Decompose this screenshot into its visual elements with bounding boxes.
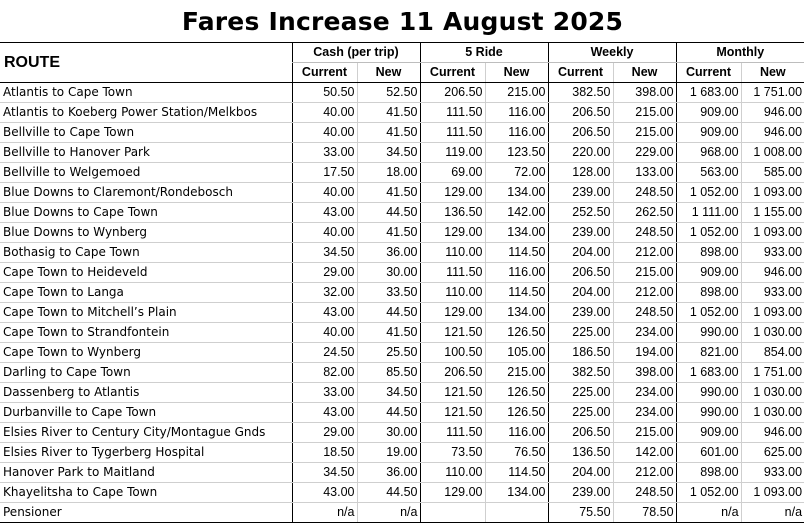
- five-ride-new-cell: 215.00: [485, 83, 548, 103]
- sub-header-current: Current: [292, 63, 357, 83]
- weekly-current-cell: 206.50: [548, 423, 613, 443]
- monthly-new-cell: 1 030.00: [741, 403, 804, 423]
- cash-current-cell: 29.00: [292, 423, 357, 443]
- weekly-new-cell: 229.00: [613, 143, 676, 163]
- five-ride-current-cell: 136.50: [420, 203, 485, 223]
- cash-current-cell: 82.00: [292, 363, 357, 383]
- weekly-current-cell: 252.50: [548, 203, 613, 223]
- cash-current-cell: 33.00: [292, 383, 357, 403]
- route-cell: Khayelitsha to Cape Town: [0, 483, 292, 503]
- five-ride-current-cell: 110.00: [420, 283, 485, 303]
- cash-new-cell: 85.50: [357, 363, 420, 383]
- five-ride-new-cell: 116.00: [485, 263, 548, 283]
- route-cell: Bothasig to Cape Town: [0, 243, 292, 263]
- cash-new-cell: 36.00: [357, 243, 420, 263]
- five-ride-new-cell: 72.00: [485, 163, 548, 183]
- sheet-title: Fares Increase 11 August 2025: [181, 7, 624, 36]
- cash-current-cell: 43.00: [292, 483, 357, 503]
- five-ride-current-cell: 100.50: [420, 343, 485, 363]
- route-cell: Hanover Park to Maitland: [0, 463, 292, 483]
- monthly-new-cell: 1 751.00: [741, 363, 804, 383]
- cash-new-cell: 44.50: [357, 483, 420, 503]
- route-cell: Dassenberg to Atlantis: [0, 383, 292, 403]
- sub-header-current: Current: [676, 63, 741, 83]
- weekly-new-cell: 248.50: [613, 183, 676, 203]
- weekly-current-cell: 239.00: [548, 183, 613, 203]
- route-cell: Pensioner: [0, 503, 292, 523]
- sub-header-new: New: [613, 63, 676, 83]
- sub-header-new: New: [741, 63, 804, 83]
- monthly-new-cell: 585.00: [741, 163, 804, 183]
- monthly-current-cell: n/a: [676, 503, 741, 523]
- five-ride-new-cell: 126.50: [485, 403, 548, 423]
- cash-new-cell: 18.00: [357, 163, 420, 183]
- sub-header-current: Current: [548, 63, 613, 83]
- weekly-current-cell: 75.50: [548, 503, 613, 523]
- monthly-new-cell: 1 155.00: [741, 203, 804, 223]
- monthly-new-cell: 933.00: [741, 243, 804, 263]
- route-cell: Blue Downs to Wynberg: [0, 223, 292, 243]
- table-row: [0, 343, 804, 363]
- monthly-current-cell: 898.00: [676, 283, 741, 303]
- route-cell: Atlantis to Koeberg Power Station/Melkbos: [0, 103, 292, 123]
- monthly-current-cell: 821.00: [676, 343, 741, 363]
- table-row: [0, 363, 804, 383]
- weekly-new-cell: 248.50: [613, 303, 676, 323]
- group-header-5-ride: 5 Ride: [420, 43, 548, 63]
- table-row: [0, 323, 804, 343]
- route-cell: Elsies River to Century City/Montague Gnds: [0, 423, 292, 443]
- monthly-new-cell: 1 030.00: [741, 323, 804, 343]
- cash-current-cell: 34.50: [292, 243, 357, 263]
- five-ride-new-cell: 126.50: [485, 383, 548, 403]
- weekly-new-cell: 133.00: [613, 163, 676, 183]
- five-ride-new-cell: 116.00: [485, 423, 548, 443]
- monthly-current-cell: 1 052.00: [676, 223, 741, 243]
- monthly-current-cell: 909.00: [676, 123, 741, 143]
- route-cell: Cape Town to Wynberg: [0, 343, 292, 363]
- five-ride-new-cell: 116.00: [485, 103, 548, 123]
- table-row: [0, 443, 804, 463]
- cash-new-cell: 41.50: [357, 123, 420, 143]
- monthly-new-cell: 1 751.00: [741, 83, 804, 103]
- monthly-current-cell: 898.00: [676, 463, 741, 483]
- monthly-new-cell: 1 093.00: [741, 483, 804, 503]
- cash-current-cell: 43.00: [292, 203, 357, 223]
- five-ride-current-cell: 69.00: [420, 163, 485, 183]
- monthly-new-cell: n/a: [741, 503, 804, 523]
- table-row: [0, 423, 804, 443]
- cash-new-cell: 30.00: [357, 423, 420, 443]
- monthly-current-cell: 1 052.00: [676, 303, 741, 323]
- table-row: [0, 83, 804, 103]
- monthly-current-cell: 1 683.00: [676, 83, 741, 103]
- weekly-new-cell: 212.00: [613, 283, 676, 303]
- weekly-current-cell: 225.00: [548, 323, 613, 343]
- five-ride-new-cell: 215.00: [485, 363, 548, 383]
- cash-current-cell: 43.00: [292, 303, 357, 323]
- table-row: [0, 203, 804, 223]
- route-cell: Cape Town to Heideveld: [0, 263, 292, 283]
- weekly-current-cell: 204.00: [548, 283, 613, 303]
- monthly-new-cell: 946.00: [741, 263, 804, 283]
- monthly-current-cell: 1 052.00: [676, 183, 741, 203]
- monthly-new-cell: 946.00: [741, 103, 804, 123]
- monthly-current-cell: 1 683.00: [676, 363, 741, 383]
- weekly-new-cell: 215.00: [613, 423, 676, 443]
- table-row: [0, 243, 804, 263]
- table-row: [0, 383, 804, 403]
- cash-new-cell: 30.00: [357, 263, 420, 283]
- cash-new-cell: 34.50: [357, 383, 420, 403]
- five-ride-current-cell: 121.50: [420, 383, 485, 403]
- monthly-new-cell: 1 030.00: [741, 383, 804, 403]
- route-cell: Bellville to Cape Town: [0, 123, 292, 143]
- cash-new-cell: 41.50: [357, 223, 420, 243]
- weekly-new-cell: 78.50: [613, 503, 676, 523]
- route-cell: Atlantis to Cape Town: [0, 83, 292, 103]
- monthly-new-cell: 1 093.00: [741, 303, 804, 323]
- cash-current-cell: 18.50: [292, 443, 357, 463]
- monthly-current-cell: 601.00: [676, 443, 741, 463]
- weekly-current-cell: 186.50: [548, 343, 613, 363]
- monthly-current-cell: 563.00: [676, 163, 741, 183]
- table-row: [0, 463, 804, 483]
- five-ride-new-cell: 105.00: [485, 343, 548, 363]
- table-row: [0, 483, 804, 503]
- cash-new-cell: 44.50: [357, 303, 420, 323]
- weekly-current-cell: 128.00: [548, 163, 613, 183]
- monthly-new-cell: 946.00: [741, 123, 804, 143]
- monthly-new-cell: 1 093.00: [741, 223, 804, 243]
- cash-new-cell: 33.50: [357, 283, 420, 303]
- weekly-new-cell: 194.00: [613, 343, 676, 363]
- five-ride-current-cell: 129.00: [420, 223, 485, 243]
- five-ride-current-cell: 119.00: [420, 143, 485, 163]
- monthly-current-cell: 990.00: [676, 323, 741, 343]
- five-ride-current-cell: 121.50: [420, 403, 485, 423]
- monthly-new-cell: 933.00: [741, 463, 804, 483]
- cash-new-cell: 41.50: [357, 323, 420, 343]
- cash-new-cell: 25.50: [357, 343, 420, 363]
- monthly-current-cell: 990.00: [676, 383, 741, 403]
- weekly-current-cell: 136.50: [548, 443, 613, 463]
- monthly-new-cell: 933.00: [741, 283, 804, 303]
- weekly-current-cell: 382.50: [548, 83, 613, 103]
- cash-new-cell: 41.50: [357, 103, 420, 123]
- cash-new-cell: 41.50: [357, 183, 420, 203]
- weekly-current-cell: 239.00: [548, 223, 613, 243]
- table-row: [0, 223, 804, 243]
- fares-table: [0, 42, 804, 523]
- monthly-current-cell: 898.00: [676, 243, 741, 263]
- weekly-new-cell: 262.50: [613, 203, 676, 223]
- five-ride-new-cell: 114.50: [485, 463, 548, 483]
- five-ride-new-cell: [485, 503, 548, 523]
- route-header: ROUTE: [0, 43, 292, 83]
- sub-header-new: New: [485, 63, 548, 83]
- table-row: [0, 303, 804, 323]
- monthly-new-cell: 946.00: [741, 423, 804, 443]
- weekly-new-cell: 212.00: [613, 243, 676, 263]
- five-ride-current-cell: 206.50: [420, 83, 485, 103]
- table-row: [0, 503, 804, 523]
- five-ride-current-cell: 111.50: [420, 423, 485, 443]
- weekly-new-cell: 398.00: [613, 363, 676, 383]
- cash-current-cell: 17.50: [292, 163, 357, 183]
- five-ride-current-cell: [420, 503, 485, 523]
- cash-new-cell: 44.50: [357, 403, 420, 423]
- five-ride-current-cell: 121.50: [420, 323, 485, 343]
- five-ride-current-cell: 110.00: [420, 243, 485, 263]
- cash-current-cell: 24.50: [292, 343, 357, 363]
- weekly-new-cell: 212.00: [613, 463, 676, 483]
- cash-current-cell: 40.00: [292, 183, 357, 203]
- cash-current-cell: 43.00: [292, 403, 357, 423]
- table-row: [0, 143, 804, 163]
- cash-current-cell: 33.00: [292, 143, 357, 163]
- cash-new-cell: 44.50: [357, 203, 420, 223]
- five-ride-new-cell: 134.00: [485, 483, 548, 503]
- weekly-current-cell: 206.50: [548, 263, 613, 283]
- table-row: [0, 183, 804, 203]
- five-ride-new-cell: 126.50: [485, 323, 548, 343]
- weekly-new-cell: 215.00: [613, 263, 676, 283]
- table-row: [0, 403, 804, 423]
- monthly-current-cell: 968.00: [676, 143, 741, 163]
- table-row: [0, 263, 804, 283]
- cash-new-cell: 36.00: [357, 463, 420, 483]
- weekly-current-cell: 204.00: [548, 463, 613, 483]
- cash-current-cell: 29.00: [292, 263, 357, 283]
- weekly-current-cell: 239.00: [548, 483, 613, 503]
- five-ride-current-cell: 111.50: [420, 103, 485, 123]
- group-header-weekly: Weekly: [548, 43, 676, 63]
- fares-body: [0, 83, 804, 523]
- table-row: [0, 283, 804, 303]
- five-ride-new-cell: 134.00: [485, 303, 548, 323]
- cash-new-cell: 52.50: [357, 83, 420, 103]
- cash-current-cell: 40.00: [292, 323, 357, 343]
- weekly-current-cell: 239.00: [548, 303, 613, 323]
- monthly-new-cell: 1 093.00: [741, 183, 804, 203]
- cash-current-cell: 40.00: [292, 103, 357, 123]
- weekly-new-cell: 248.50: [613, 223, 676, 243]
- monthly-current-cell: 1 052.00: [676, 483, 741, 503]
- weekly-current-cell: 220.00: [548, 143, 613, 163]
- five-ride-current-cell: 73.50: [420, 443, 485, 463]
- weekly-current-cell: 382.50: [548, 363, 613, 383]
- monthly-current-cell: 1 111.00: [676, 203, 741, 223]
- five-ride-new-cell: 134.00: [485, 183, 548, 203]
- monthly-current-cell: 909.00: [676, 263, 741, 283]
- five-ride-new-cell: 114.50: [485, 243, 548, 263]
- five-ride-current-cell: 110.00: [420, 463, 485, 483]
- monthly-new-cell: 1 008.00: [741, 143, 804, 163]
- five-ride-current-cell: 129.00: [420, 303, 485, 323]
- weekly-new-cell: 234.00: [613, 323, 676, 343]
- cash-new-cell: 19.00: [357, 443, 420, 463]
- route-cell: Cape Town to Langa: [0, 283, 292, 303]
- route-cell: Cape Town to Mitchell’s Plain: [0, 303, 292, 323]
- group-header-monthly: Monthly: [676, 43, 804, 63]
- five-ride-new-cell: 142.00: [485, 203, 548, 223]
- five-ride-current-cell: 111.50: [420, 123, 485, 143]
- route-cell: Bellville to Welgemoed: [0, 163, 292, 183]
- sub-header-new: New: [357, 63, 420, 83]
- route-cell: Darling to Cape Town: [0, 363, 292, 383]
- five-ride-current-cell: 206.50: [420, 363, 485, 383]
- weekly-new-cell: 234.00: [613, 383, 676, 403]
- cash-current-cell: 32.00: [292, 283, 357, 303]
- cash-current-cell: 40.00: [292, 223, 357, 243]
- weekly-new-cell: 234.00: [613, 403, 676, 423]
- weekly-new-cell: 215.00: [613, 103, 676, 123]
- five-ride-current-cell: 129.00: [420, 183, 485, 203]
- weekly-new-cell: 248.50: [613, 483, 676, 503]
- cash-current-cell: 50.50: [292, 83, 357, 103]
- five-ride-current-cell: 111.50: [420, 263, 485, 283]
- cash-new-cell: 34.50: [357, 143, 420, 163]
- monthly-new-cell: 625.00: [741, 443, 804, 463]
- monthly-current-cell: 909.00: [676, 103, 741, 123]
- cash-new-cell: n/a: [357, 503, 420, 523]
- monthly-current-cell: 990.00: [676, 403, 741, 423]
- route-cell: Cape Town to Strandfontein: [0, 323, 292, 343]
- five-ride-new-cell: 114.50: [485, 283, 548, 303]
- cash-current-cell: n/a: [292, 503, 357, 523]
- weekly-current-cell: 206.50: [548, 123, 613, 143]
- weekly-new-cell: 398.00: [613, 83, 676, 103]
- weekly-current-cell: 225.00: [548, 403, 613, 423]
- monthly-new-cell: 854.00: [741, 343, 804, 363]
- weekly-new-cell: 142.00: [613, 443, 676, 463]
- table-row: [0, 103, 804, 123]
- weekly-new-cell: 215.00: [613, 123, 676, 143]
- five-ride-new-cell: 116.00: [485, 123, 548, 143]
- cash-current-cell: 34.50: [292, 463, 357, 483]
- group-header-cash: Cash (per trip): [292, 43, 420, 63]
- weekly-current-cell: 204.00: [548, 243, 613, 263]
- route-cell: Blue Downs to Cape Town: [0, 203, 292, 223]
- sub-header-current: Current: [420, 63, 485, 83]
- monthly-current-cell: 909.00: [676, 423, 741, 443]
- table-row: [0, 163, 804, 183]
- weekly-current-cell: 225.00: [548, 383, 613, 403]
- five-ride-current-cell: 129.00: [420, 483, 485, 503]
- route-cell: Bellville to Hanover Park: [0, 143, 292, 163]
- route-cell: Blue Downs to Claremont/Rondebosch: [0, 183, 292, 203]
- five-ride-new-cell: 76.50: [485, 443, 548, 463]
- header-row-groups: [0, 43, 804, 63]
- five-ride-new-cell: 123.50: [485, 143, 548, 163]
- cash-current-cell: 40.00: [292, 123, 357, 143]
- table-row: [0, 123, 804, 143]
- route-cell: Elsies River to Tygerberg Hospital: [0, 443, 292, 463]
- weekly-current-cell: 206.50: [548, 103, 613, 123]
- route-cell: Durbanville to Cape Town: [0, 403, 292, 423]
- five-ride-new-cell: 134.00: [485, 223, 548, 243]
